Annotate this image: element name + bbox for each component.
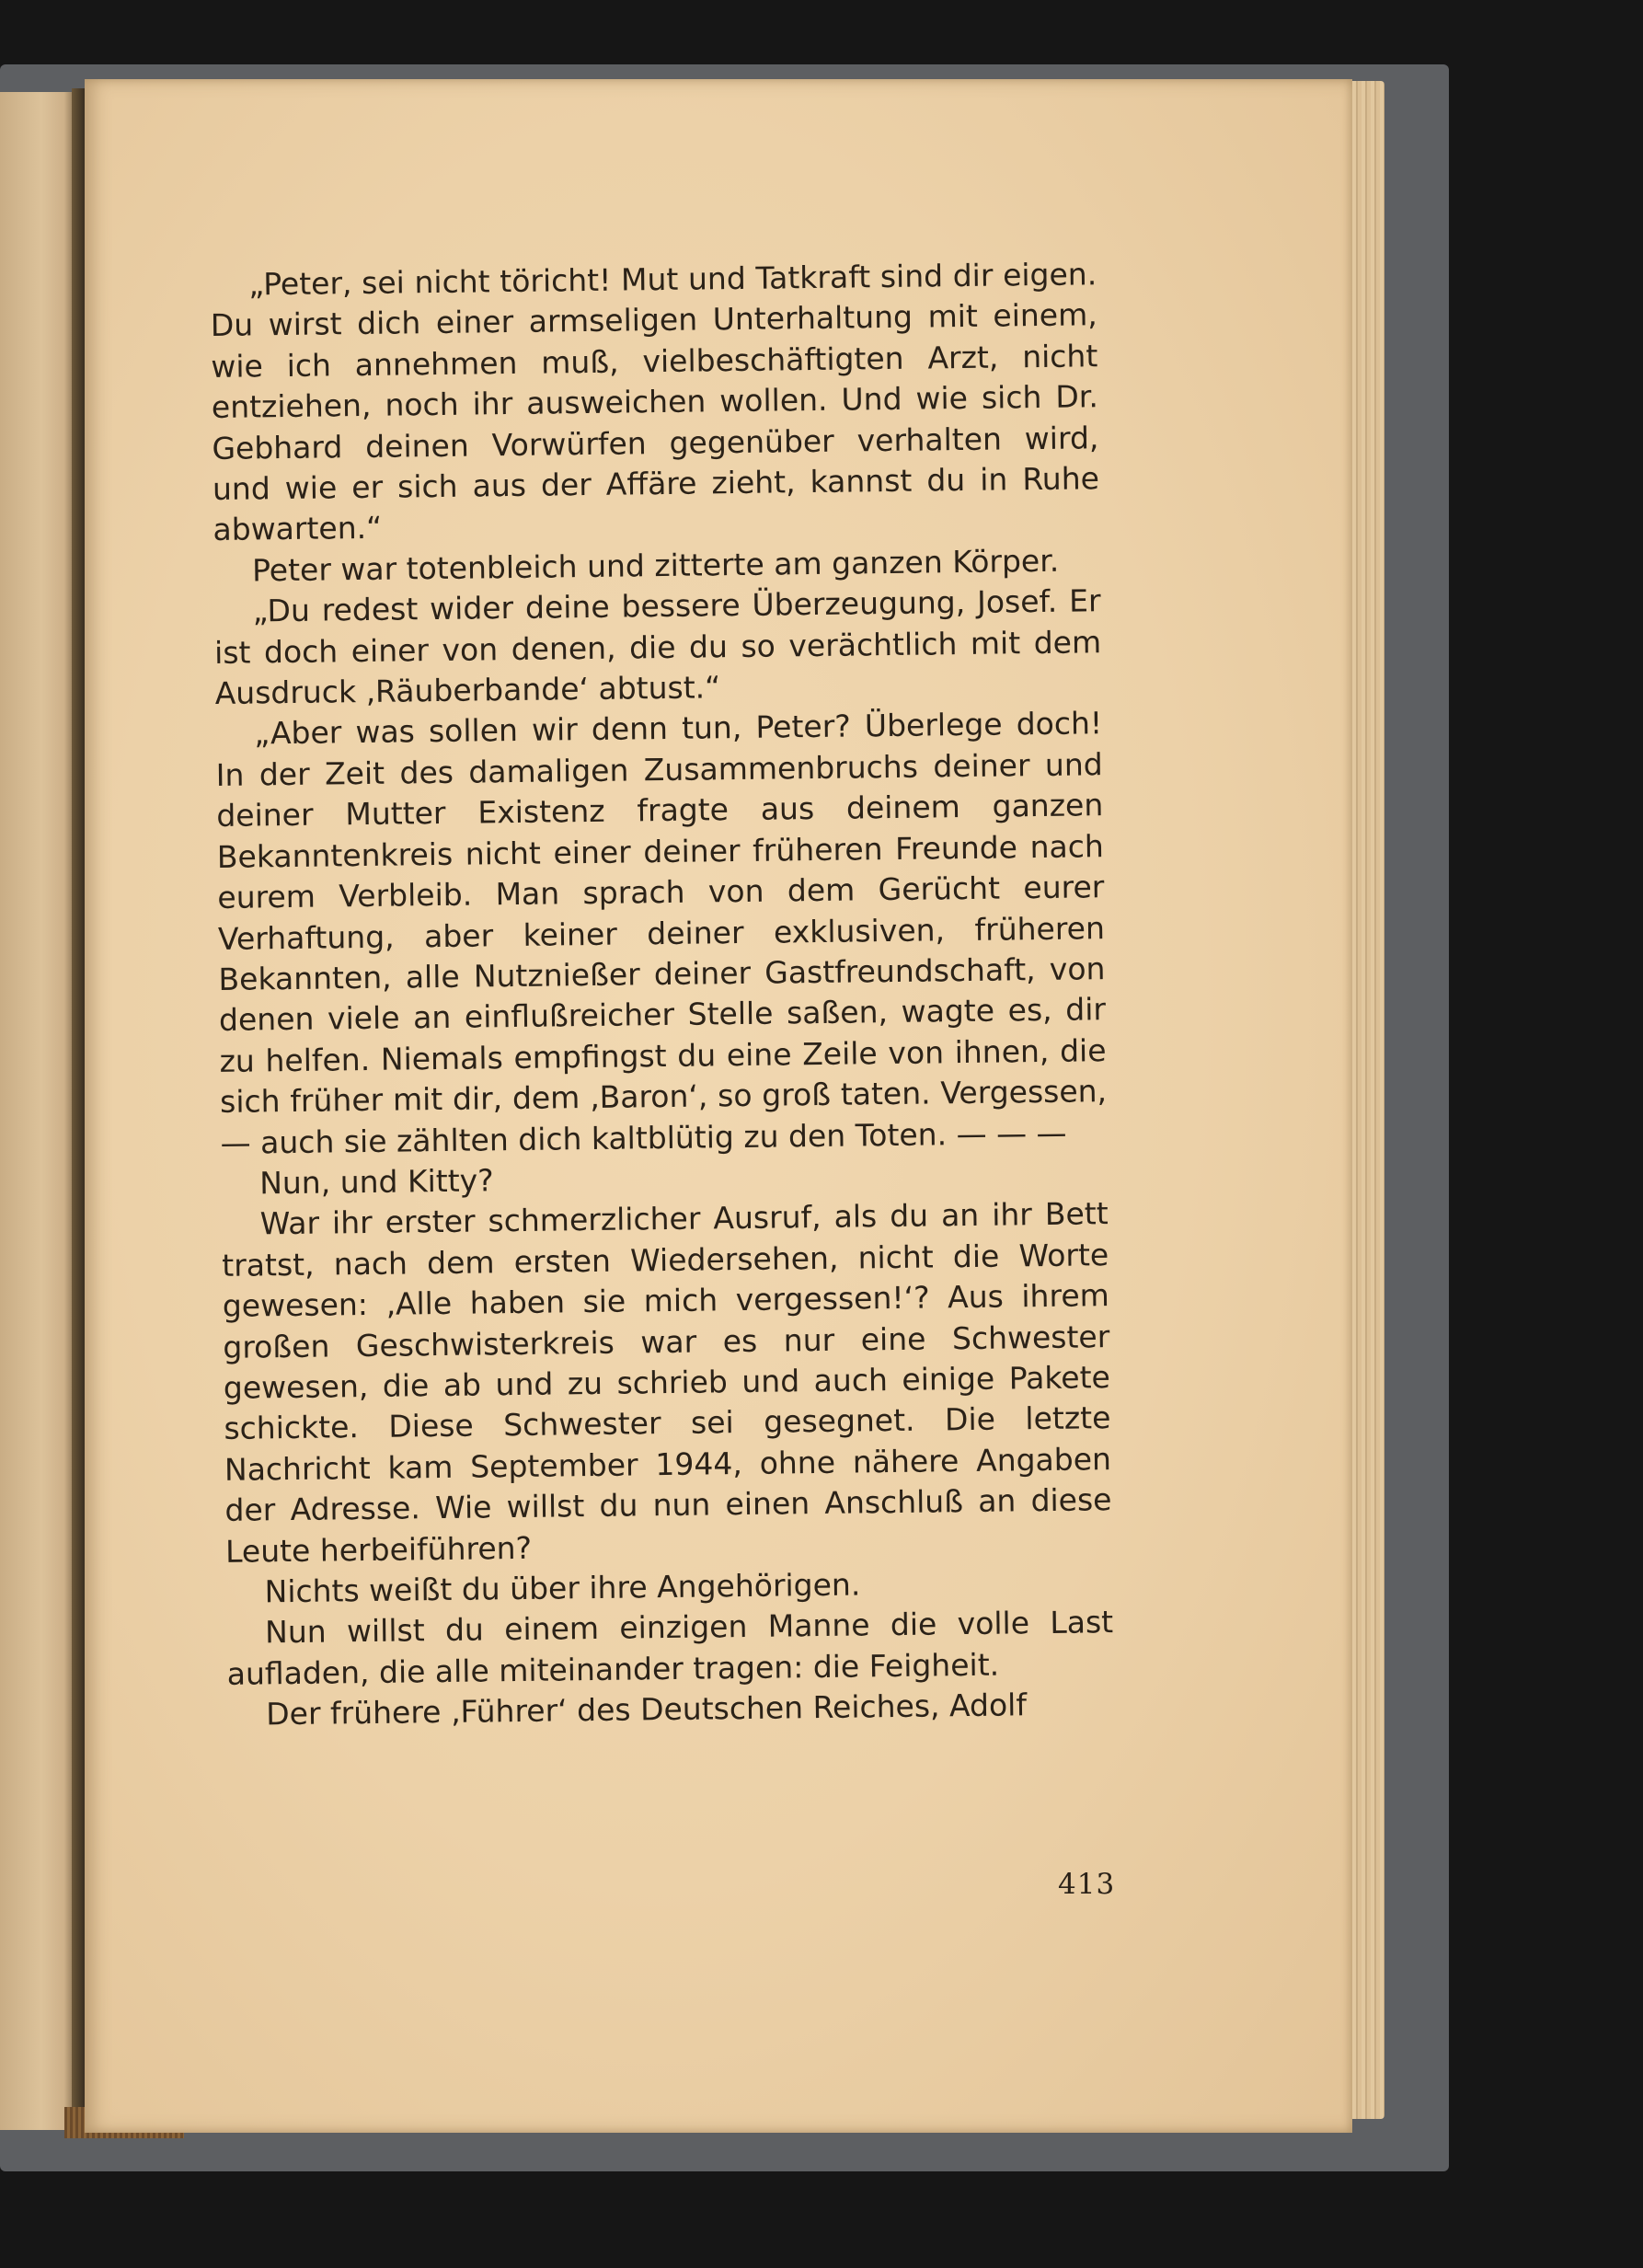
paragraph: „Aber was sollen wir denn tun, Peter? Überlege doch! In der Zeit des damaligen Zusammenbruchs deiner und deiner Mutter Existenz fragte aus deinem ganzen Bekanntenkreis nicht einer deiner früheren Freunde nach eurem Verbleib. Man sprach von dem Gerücht eurer Verhaftung, aber keiner deiner exklusiven, früheren Bekannten, alle Nutznießer deiner Gastfreundschaft, von denen viele an einflußreicher Stelle saßen, wagte es, dir zu helfen. Niemals empfingst du eine Zeile von ihnen, die sich früher mit dir, dem ‚Baron‘, so groß taten. Vergessen, — auch sie zählten dich kaltblütig zu den Toten. — — — (215, 705, 1108, 1161)
left-facing-page (0, 92, 75, 2130)
page-text-block (210, 254, 1114, 1735)
paragraph: Peter war totenbleich und zitterte am ganzen Körper. (251, 542, 1060, 589)
book-spine-edge (72, 88, 85, 2136)
paragraph: „Du redest wider deine bessere Überzeugung, Josef. Er ist doch einer von denen, die du so verächtlich mit dem Ausdruck ‚Räuberbande‘ abtust.“ (213, 582, 1102, 712)
paragraph: Nun, und Kitty? (259, 1162, 494, 1202)
paragraph: Nichts weißt du über ihre Angehörigen. (264, 1566, 861, 1610)
paragraph: War ihr erster schmerzlicher Ausruf, als du an ihr Bett tratst, nach dem ersten Wiedersehen, nicht die Worte gewesen: ‚Alle haben sie mich vergessen!‘? Aus ihrem großen Geschwisterkreis war es nur eine Schwester gewesen, die ab und zu schrieb und auch einige Pakete schickte. Diese Schwester sei gesegnet. Die letzte Nachricht kam September 1944, ohne nähere Angaben der Adresse. Wie willst du nun einen Anschluß an diese Leute herbeiführen? (222, 1195, 1112, 1570)
paragraph: Nun willst du einem einzigen Manne die volle Last aufladen, die alle miteinander tragen: die Feigheit. (226, 1604, 1114, 1692)
page-number: 413 (1058, 1868, 1116, 1901)
paragraph: Der frühere ‚Führer‘ des Deutschen Reiches, Adolf (266, 1687, 1028, 1733)
paragraph: „Peter, sei nicht töricht! Mut und Tatkraft sind dir eigen. Du wirst dich einer armseligen Unterhaltung mit einem, wie ich annehmen muß, vielbeschäftigten Arzt, nicht entziehen, noch ihr ausweichen wollen. Und wie sich Dr. Gebhard deinen Vorwürfen gegenüber verhalten wird, und wie er sich aus der Affäre zieht, kannst du in Ruhe abwarten.“ (210, 256, 1100, 548)
